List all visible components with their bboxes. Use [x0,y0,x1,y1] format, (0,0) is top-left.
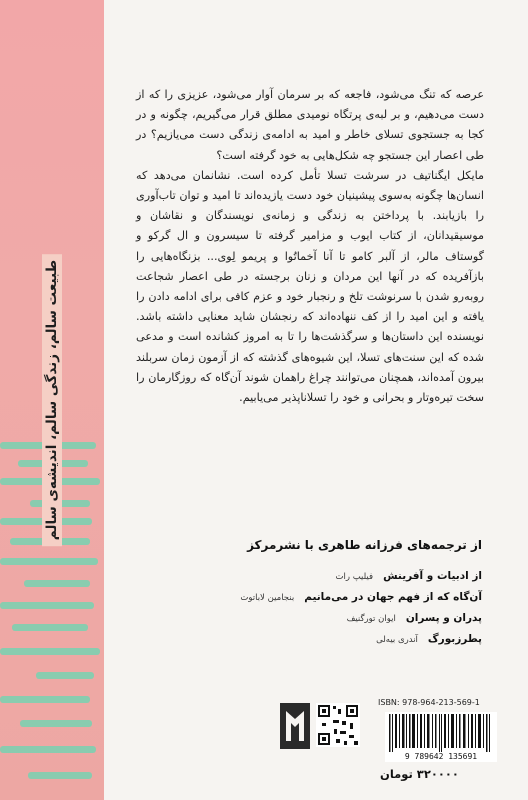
back-cover-blurb [136,85,484,408]
book-item [200,591,482,612]
book-author: بنجامین لاباتوت [240,593,295,603]
spine-title: طبیعت سالم، زندگی سالم، اندیشه‌ی سالم [42,254,62,546]
blurb-paragraph-1: عرصه که تنگ می‌شود، فاجعه که بر سرمان آوار می‌شود، عزیزی را که از دست می‌دهیم، و بر لبه‌ی پرتگاه نومیدی مطلق قرار می‌گیریم، چگونه و در کجا به جستجوی تسلای خاطر و امید به ادامه‌ی زندگی دست می‌یازیم؟ در طی اعصار این جستجو چه شکل‌هایی به خود گرفته است؟ [136,88,484,162]
book-item [200,633,482,654]
book-title: پدران و پسران [405,612,482,624]
spine-band [0,0,104,800]
book-author: آندری بیه‌لی [376,635,418,645]
other-translations-list [200,570,482,654]
qr-code-icon [316,703,360,747]
barcode-icon [385,712,497,762]
publisher-logo-icon [280,703,310,749]
isbn-number: ISBN: 978-964-213-569-1 [378,698,480,707]
barcode-digits: 9 789642 135691 [404,752,478,761]
book-title: از ادبیات و آفرینش [383,570,482,582]
book-title: پطرزبورگ [427,633,482,645]
book-author: ایوان تورگنیف [346,614,396,624]
blurb-paragraph-2: مایکل ایگناتیف در سرشت تسلا تأمل کرده است. نشانمان می‌دهد که انسان‌ها چگونه به‌سوی پیشینیان خود دست یازیده‌اند تا امید و توان تاب‌آوری را بازیابند. با پرداختن به زندگی و زمانه‌ی نویسندگان و نقاشان و موسیقیدانان، از کتاب ایوب و مزامیر گرفته تا سیسرون و ال گرکو و گوستاف مالر، از آلبر کامو تا آنا آخماتُوا و پریمو لِوی... بزنگاه‌هایی را بازآفریده که در آنها این مردان و زنان برجسته در طی اعصار شجاعت روبه‌رو شدن با سرنوشت تلخ و رنجبار خود و عزم کافی برای ادامه دادن را یافته و این امید را از کف ننهاده‌اند که رنجشان شاید معنایی داشته باشد. نویسنده این داستان‌ها و سرگذشت‌ها را تا به امروز کشانده است و مدعی شده که این سنت‌های تسلا، این شیوه‌های گذشته که از آزمون زمان سربلند بیرون آمده‌اند، همچنان می‌توانند چراغ راهمان شوند آن‌گاه که روزگارمان را سخت تیره‌وتار و بحرانی و خود را تسلاناپذیر می‌یابیم. [136,168,484,405]
price-label: ۳۲۰۰۰۰ تومان [380,767,459,781]
book-item [200,612,482,633]
book-author: فیلیپ رات [335,572,374,582]
book-item [200,570,482,591]
other-translations-heading: از ترجمه‌های فرزانه طاهری با نشرمرکز [247,538,482,552]
book-title: آن‌گاه که از فهم جهان در می‌مانیم [304,591,482,603]
